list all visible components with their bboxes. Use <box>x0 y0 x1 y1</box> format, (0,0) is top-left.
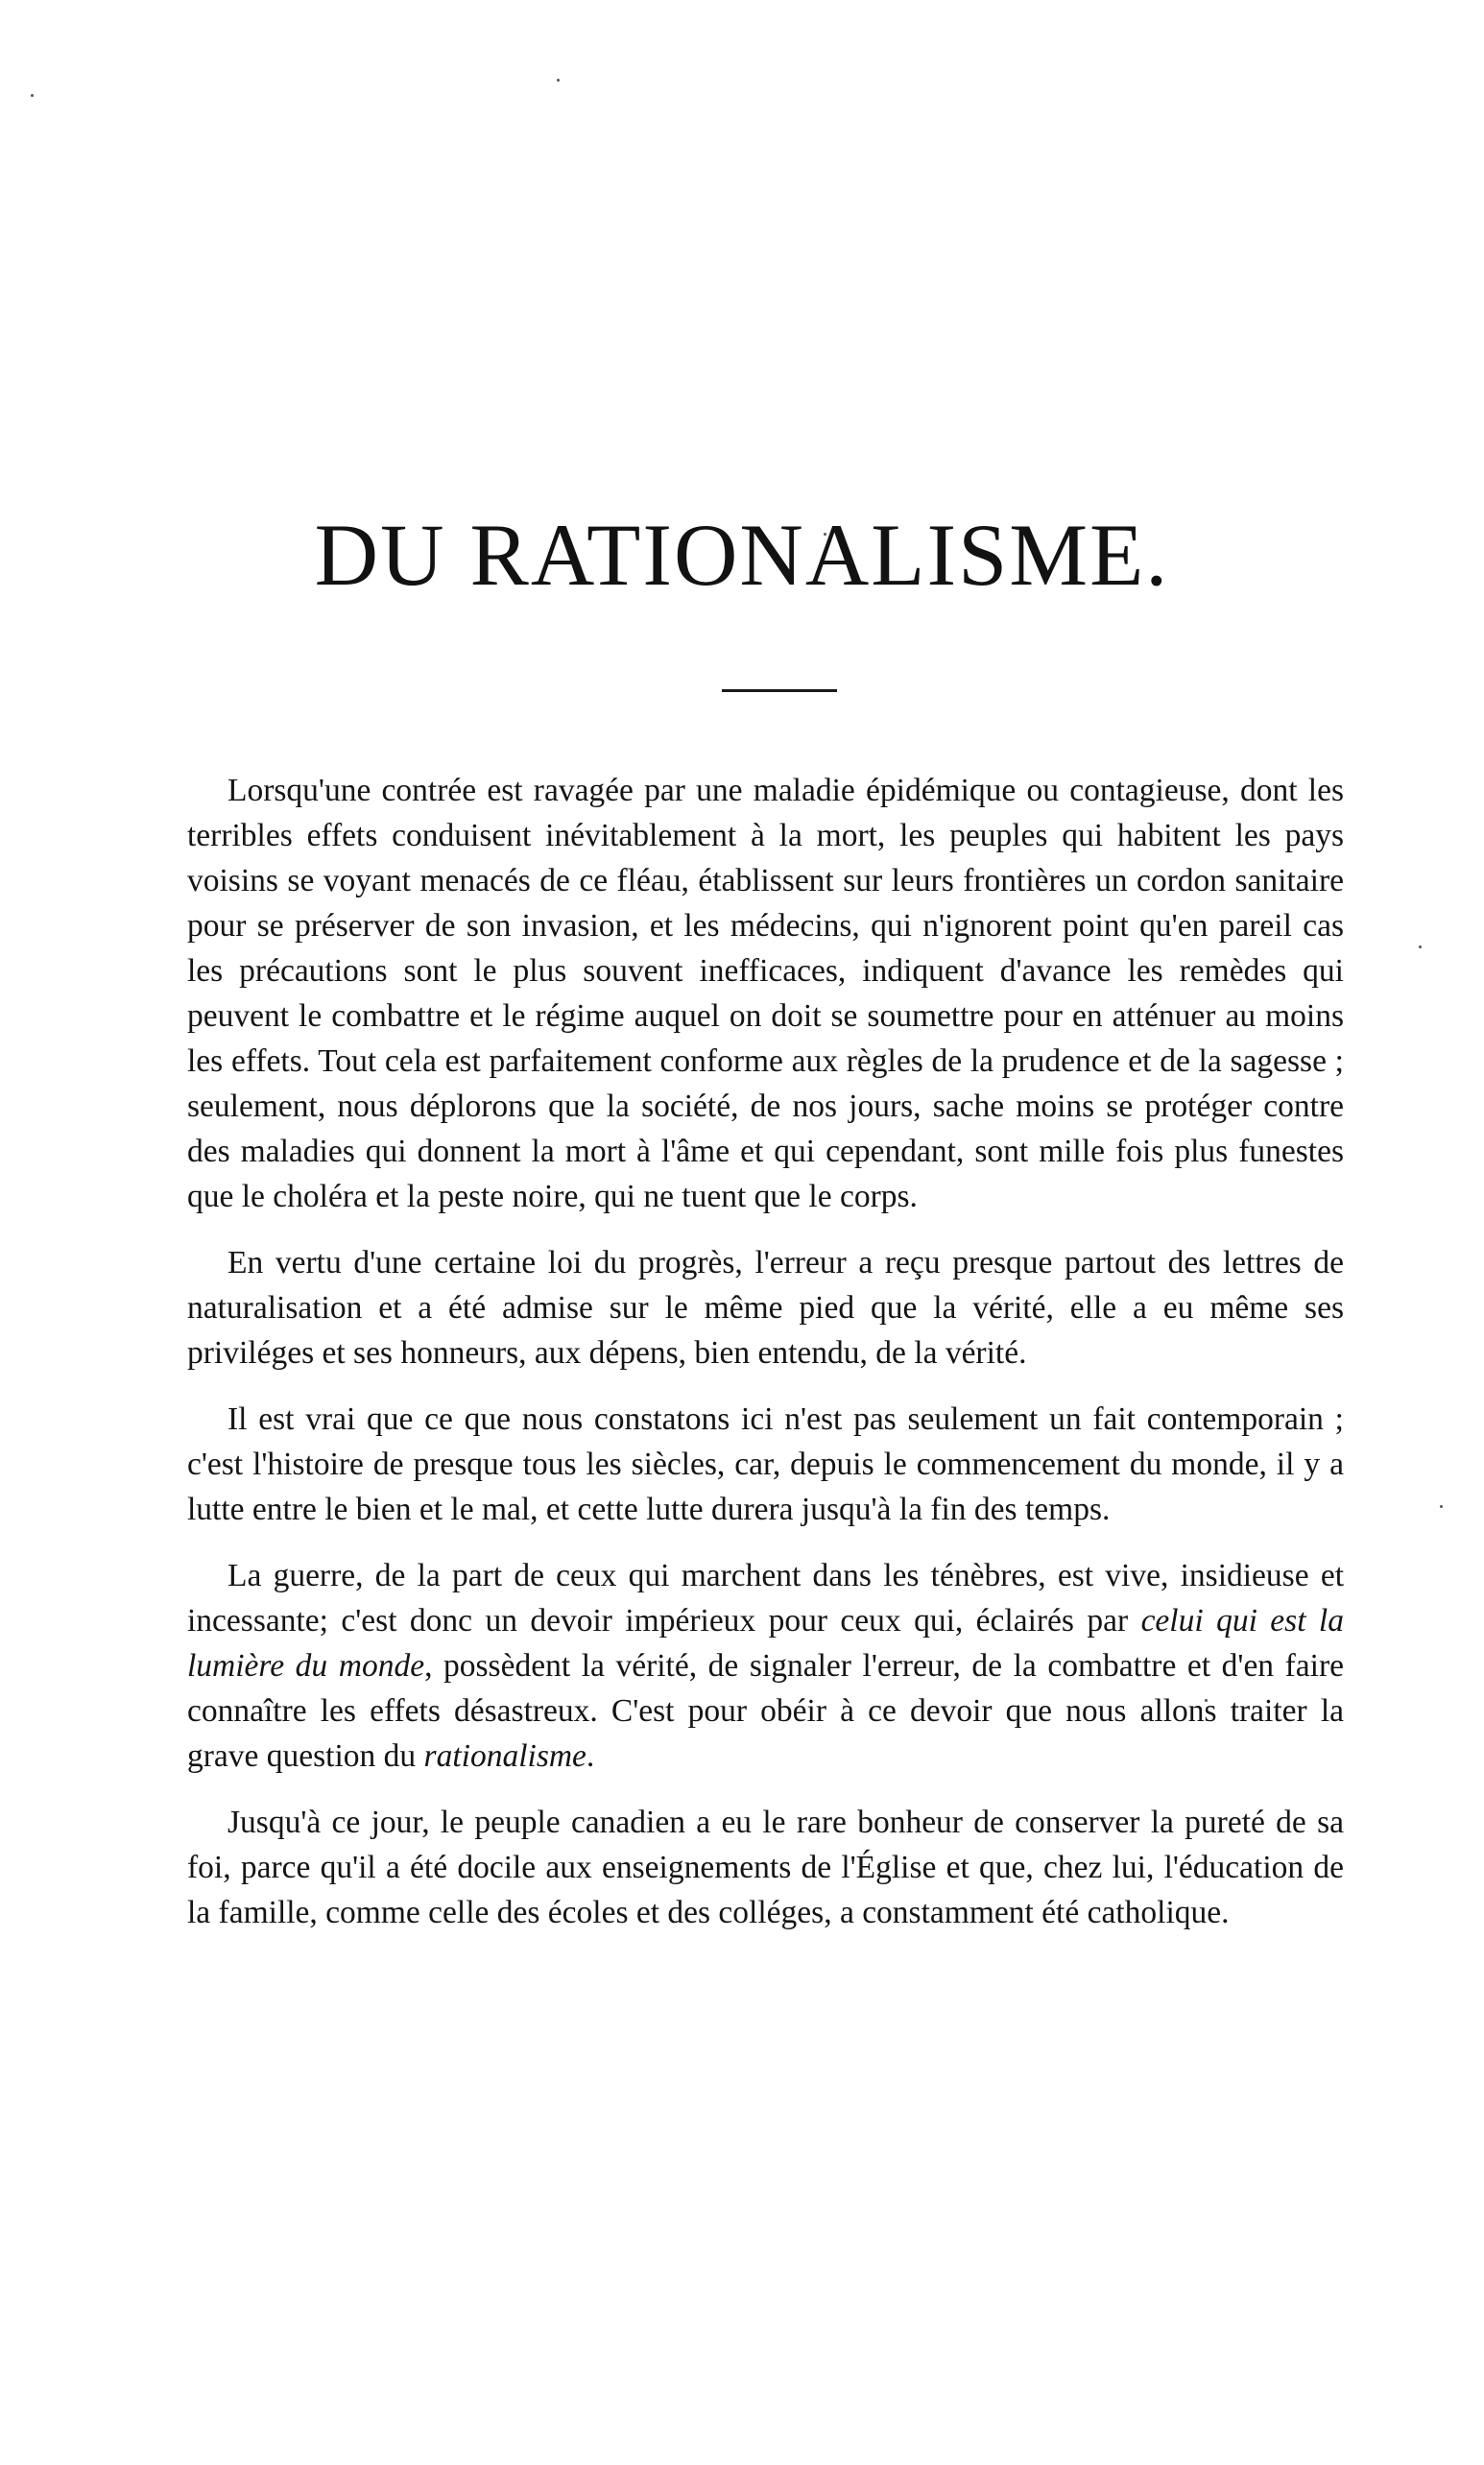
paragraph: En vertu d'une certaine loi du progrès, l'erreur a reçu presque partout des lettres de naturalisation et a été admise sur le même pied que la vérité, elle a eu même ses priviléges et ses honneurs, aux dépens, bien entendu, de la vérité. <box>187 1245 1344 1371</box>
paragraph: Jusqu'à ce jour, le peuple canadien a eu le rare bonheur de conserver la pureté de sa foi, parce qu'il a été docile aux enseignements de l'Église et que, chez lui, l'éducation de la famille, comme celle des écoles et des colléges, a constamment été catholique. <box>187 1805 1344 1930</box>
paragraph: Lorsqu'une contrée est ravagée par une maladie épidémique ou contagieuse, dont les terribles effets conduisent inévitablement à la mort, les peuples qui habitent les pays voisins se voyant menacés de ce fléau, établissent sur leurs frontières un cordon sanitaire pour se préserver de son invasion, et les médecins, qui n'ignorent point qu'en pareil cas les précautions sont le plus souvent inefficaces, indiquent d'avance les remèdes qui peuvent le combattre et le régime auquel on doit se soumettre pour en atténuer au moins les effets. Tout cela est parfaitement conforme aux règles de la prudence et de la sagesse ; seulement, nous déplorons que la société, de nos jours, sache moins se protéger contre des maladies qui donnent la mort à l'âme et qui cependant, sont mille fois plus funestes que le choléra et la peste noire, qui ne tuent que le corps. <box>187 773 1344 1214</box>
scan-speck <box>1419 945 1422 948</box>
scan-speck <box>31 94 34 97</box>
italic-term: rationalisme <box>423 1738 586 1774</box>
title-rule <box>722 689 837 692</box>
paragraph-text: La guerre, de la part de ceux qui marchent dans les ténèbres, est vive, insidieuse et incessante; c'est donc un devoir impérieux pour ceux qui, éclairés par <box>187 1558 1344 1639</box>
paragraph-text: , possèdent la vérité, de signaler l'erreur, de la combattre et d'en faire connaître les effets désastreux. C'est pour obéir à ce devoir que nous allons traiter la grave question du <box>187 1648 1344 1774</box>
scan-speck <box>1440 1505 1443 1508</box>
paragraph: Il est vrai que ce que nous constatons ici n'est pas seulement un fait contemporain ; c'est l'histoire de presque tous les siècles, car, depuis le commencement du monde, il y a lutte entre le bien et le mal, et cette lutte durera jusqu'à la fin des temps. <box>187 1401 1344 1527</box>
paragraph-text: . <box>586 1738 595 1774</box>
body-text <box>187 768 1344 1956</box>
italic-quote: celui qui est la lumière du monde <box>187 1603 1344 1684</box>
page-title: DU RATIONALISME. <box>314 506 1170 604</box>
paragraph <box>187 1553 1344 1779</box>
scan-speck <box>557 79 560 82</box>
